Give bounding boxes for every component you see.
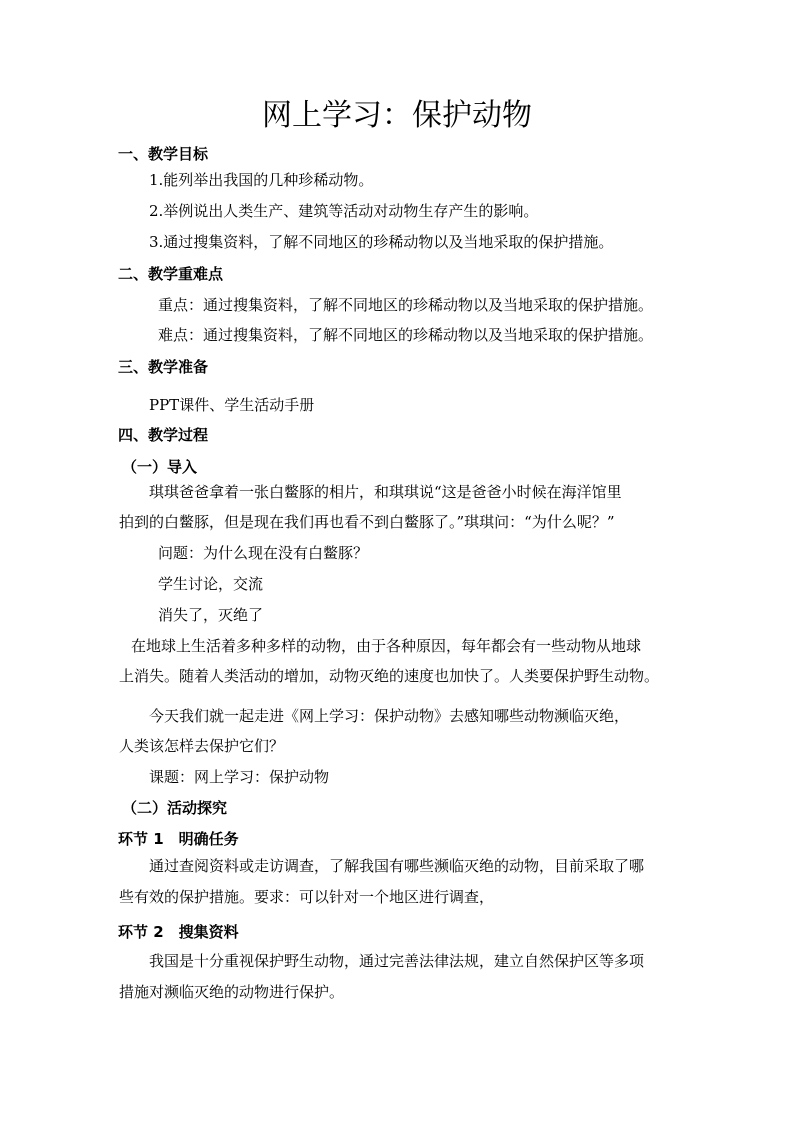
subsection-heading-explore: （二）活动探究 <box>122 799 228 817</box>
intro-paragraph-line: 琪琪爸爸拿着一张白鳖豚的相片，和琪琪说“这是爸爸小时候在海洋馆里 <box>149 483 622 501</box>
step-2-text: 措施对濒临灭绝的动物进行保护。 <box>119 983 345 1001</box>
key-point-text: 重点：通过搜集资料，了解不同地区的珍稀动物以及当地采取的保护措施。 <box>158 296 654 314</box>
intro-paragraph-line: 人类该怎样去保护它们？ <box>119 737 285 755</box>
step-1-text: 些有效的保护措施。要求：可以针对一个地区进行调查， <box>119 888 495 906</box>
step-heading-2: 环节 2 搜集资料 <box>118 923 239 941</box>
intro-paragraph-line: 今天我们就一起走进《网上学习：保护动物》去感知哪些动物濒临灭绝， <box>149 707 630 725</box>
document-title: 网上学习：保护动物 <box>262 98 532 133</box>
intro-discussion: 学生讨论，交流 <box>158 575 264 593</box>
section-heading-preparation: 三、教学准备 <box>118 358 209 376</box>
section-heading-key-points: 二、教学重难点 <box>118 265 224 283</box>
section-heading-process: 四、教学过程 <box>118 426 209 444</box>
intro-answer: 消失了，灭绝了 <box>158 606 264 624</box>
preparation-materials: PPT课件、学生活动手册 <box>149 396 315 414</box>
intro-question: 问题：为什么现在没有白鳖豚？ <box>158 544 369 562</box>
subsection-heading-intro: （一）导入 <box>122 458 198 476</box>
step-2-text: 我国是十分重视保护野生动物，通过完善法律法规，建立自然保护区等多项 <box>149 952 645 970</box>
objective-item-3: 3.通过搜集资料，了解不同地区的珍稀动物以及当地采取的保护措施。 <box>149 233 614 251</box>
difficult-point-text: 难点：通过搜集资料，了解不同地区的珍稀动物以及当地采取的保护措施。 <box>158 326 654 344</box>
intro-paragraph-line: 拍到的白鳖豚，但是现在我们再也看不到白鳖豚了。”琪琪问：“为什么呢？” <box>119 513 615 531</box>
step-1-text: 通过查阅资料或走访调查，了解我国有哪些濒临灭绝的动物，目前采取了哪 <box>149 857 645 875</box>
objective-item-1: 1.能列举出我国的几种珍稀动物。 <box>149 171 374 189</box>
step-heading-1: 环节 1 明确任务 <box>118 830 239 848</box>
intro-paragraph-line: 上消失。随着人类活动的增加，动物灭绝的速度也加快了。人类要保护野生动物。 <box>119 667 660 685</box>
lesson-topic: 课题：网上学习：保护动物 <box>149 768 330 786</box>
objective-item-2: 2.举例说出人类生产、建筑等活动对动物生存产生的影响。 <box>149 202 539 220</box>
intro-paragraph-line: 在地球上生活着多种多样的动物，由于各种原因，每年都会有一些动物从地球 <box>131 637 642 655</box>
section-heading-objectives: 一、教学目标 <box>118 145 209 163</box>
